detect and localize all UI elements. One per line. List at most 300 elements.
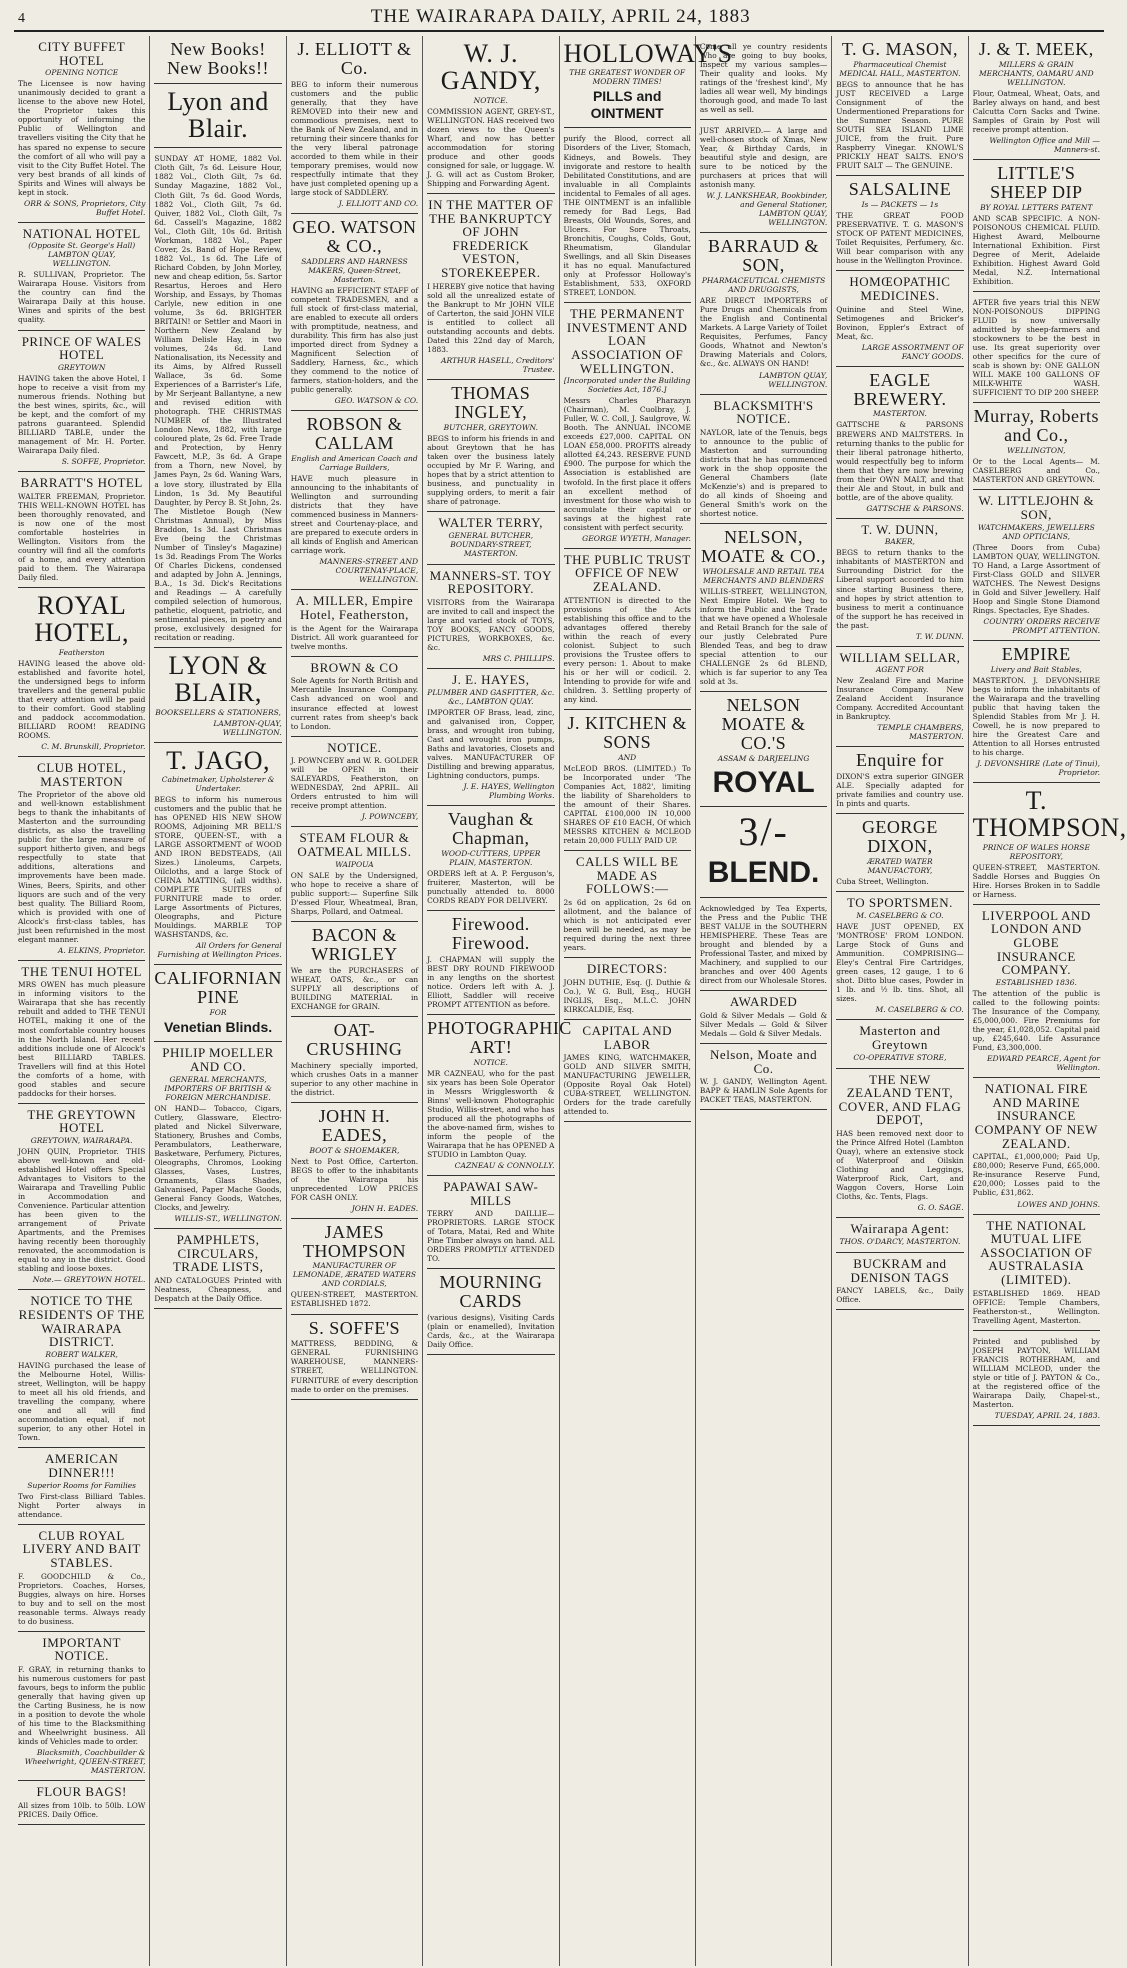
ad-heading: THE PERMANENT INVESTMENT AND LOAN ASSOCIATION OF WELLINGTON.	[566, 306, 688, 376]
ad-body: ON HAND— Tobacco, Cigars, Cutlery, Glassware, Electro-plated and Nickel Silverware, Stationery, Brushes and Combs, Perambulators, Leatherware, Basketware, Perfumery, Pictures, Oleographs, Chromos, Looking Glasses, Vases, Lustres, Ornaments, Glass Shades, Galvanised, Paper Mache Goods, General Fancy Goods, Watches, Clocks, and Jewelry.	[154, 1103, 282, 1212]
ad-body: ESTABLISHED 1869. HEAD OFFICE: Temple Chambers, Featherston-st., Wellington. Travelling Agent, Masterton.	[972, 1288, 1100, 1325]
ad-signature: Wellington Office and Mill — Manners-st.	[989, 136, 1100, 155]
ad-heading: JOHN H. EADES,	[318, 1105, 391, 1145]
ad-signature: S. SOFFE, Proprietor.	[61, 457, 146, 467]
masthead-spacer	[1096, 11, 1100, 27]
advertisement-notice	[291, 737, 418, 828]
ad-heading: WILLIAM SELLAR,	[839, 649, 961, 665]
ad-body: GATTSCHE & PARSONS BREWERS AND MALTSTERS. In returning thanks to the public for their liberal patronage hitherto, would respectfully beg to inform them that they are now brewing from their OWN MALT, and that their Ale and Stout, in bulk and bottle, are of the above quality.	[836, 420, 964, 502]
ad-signature: J. E. HAYES, Wellington Plumbing Works.	[463, 782, 555, 800]
advertisement-item-0	[700, 36, 827, 120]
ad-heading: THE NATIONAL MUTUAL LIFE ASSOCIATION OF AUSTRALASIA (LIMITED).	[980, 1217, 1093, 1288]
ad-signature: LAMBTON QUAY, WELLINGTON.	[759, 370, 828, 389]
ad-signature: GEORGE WYETH, Manager.	[582, 533, 691, 543]
ad-body: CAPITAL, £1,000,000; Paid Up, £80,000; Reserve Fund, £65,000. Re-insurance Reserve Fund, £20,000; Losses paid to the Public, £31,862.	[972, 1152, 1100, 1198]
advertisement-3	[700, 807, 827, 898]
ad-body: W. J. GANDY, Wellington Agent. BAPP & HAMLIN Sole Agents for PACKET TEAS, MASTERTON.	[699, 1077, 828, 1105]
ad-signature: J. ELLIOTT AND CO.	[338, 199, 419, 209]
ad-heading: ROBSON & CALLAM	[306, 414, 403, 454]
ad-heading: NELSON MOATE & CO.'S	[721, 695, 806, 753]
advertisement-nelson-moate-co-s	[700, 692, 827, 807]
advertisement-steam-flour-oatmeal-mills	[291, 827, 418, 921]
ad-body: Sole Agents for North British and Mercantile Insurance Company. Cash advanced on wool and insurance effected at lowest current rates from sheep's back to London.	[290, 676, 419, 731]
ad-body: The Licensee is now having unanimously decided to grant a license to the above new Hotel, the Proprietor takes this opportunity of informing the Public of Wellington and travellers visiting the City that he has spared no expense to secure the comfort of all who will pay a visit to the City Buffet Hotel. The very best brands of all kinds of Spirits and Wines will always be kept in stock.	[18, 79, 146, 197]
ad-heading: EAGLE BREWERY.	[853, 369, 947, 409]
ad-heading: PAMPHLETS, CIRCULARS, TRADE LISTS,	[172, 1231, 264, 1275]
advertisement-item-2	[154, 148, 281, 648]
ad-signature: LARGE ASSORTMENT OF FANCY GOODS.	[861, 342, 964, 361]
ad-subheading: THOS. O'DARCY, MASTERTON.	[839, 1236, 961, 1246]
ad-body: MATTRESS, BEDDING, & GENERAL FURNISHING WAREHOUSE, MANNERS-STREET, WELLINGTON. FURNITURE of every description made to order on the premises.	[290, 1339, 419, 1394]
ad-body: ON SALE by the Undersigned, who hope to receive a share of public support:— Superfine Silk D'essed Flour, Wheatmeal, Bran, Sharps, Pollard, and Oatmeal.	[290, 870, 419, 916]
advertisement-royal-hotel	[18, 588, 145, 757]
ad-body: WALTER FREEMAN, Proprietor. THIS WELL-KNOWN HOTEL has been thoroughly renovated, and is now one of the most comfortable hostelries in Wellington. Visitors from the country will find all the comforts of a home, and every attention paid to them. The Wairarapa Daily filed.	[18, 491, 146, 582]
advertisement-buckram-and-denison-tags	[836, 1253, 963, 1310]
ad-heading: LYON & BLAIR,	[168, 651, 268, 708]
ad-heading: NATIONAL FIRE AND MARINE INSURANCE COMPANY OF NEW ZEALAND.	[974, 1081, 1098, 1151]
ad-subheading: GENERAL BUTCHER, BOUNDARY-STREET, MASTERTON.	[448, 530, 534, 558]
advertisement-city-buffet-hotel	[18, 36, 145, 223]
ad-body: HAVING leased the above old-established and favorite hotel, the undersigned begs to inform travellers and the general public that every attention will be paid to their comfort. Good stabling and paddock accommodation. BILLIARD ROOM! READING ROOMS.	[18, 658, 146, 740]
ad-subheading: NOTICE.	[473, 95, 508, 105]
ad-subheading: THE GREATEST WONDER OF MODERN TIMES!	[569, 68, 686, 87]
advertisement-holloway-s	[563, 36, 733, 128]
advertisement-directors	[564, 958, 691, 1020]
ad-body: The attention of the public is called to the following points: The Insurance of the Company, £5,000,000. Fire Premiums for the year, £1,028,052. Capital paid up, £245,640. Life Assurance Fund, £3,300,000.	[972, 988, 1100, 1053]
ad-heading: T. JAGO,	[166, 745, 271, 775]
advertisement-j-elliott-co	[291, 36, 418, 214]
ad-body: Printed and published by JOSEPH PAYTON, WILLIAM FRANCIS ROTHERHAM, and WILLIAM MCLEOD, under the style or title of J. PAYTON & Co., at the registered office of the Wairarapa Daily, Chapel-st., Masterton.	[972, 1336, 1100, 1410]
advertisement-j-kitchen-sons	[564, 710, 691, 851]
ad-subheading: ÆRATED WATER MANUFACTORY,	[867, 857, 933, 876]
ad-body: BEGS to inform his numerous customers and the public that he has OPENED HIS NEW SHOW ROOMS, Adjoining MR BELL'S STORE, QUEEN-ST., with a LARGE ASSORTMENT of WOOD AND IRON BEDSTEADS, (All Sizes.) Linoleums, Carpets, Oilcloths, and a large Stock of CHINA MATTING, (all widths). COMPLETE SUITES of FURNITURE made to order. Large Assortments of Pictures, Oleographs, and Picture Mouldings. MARBLE TOP WASHSTANDS, &c.	[154, 794, 282, 940]
ad-heading: GEORGE DIXON,	[861, 817, 938, 857]
ad-heading: WALTER TERRY,	[438, 515, 544, 530]
ad-body: BLEND.	[707, 856, 820, 890]
ad-heading: Wairarapa Agent:	[850, 1221, 950, 1237]
advertisement-flour-bags	[18, 1781, 145, 1825]
ad-heading: CITY BUFFET HOTEL	[38, 39, 126, 68]
ad-heading: LIVERPOOL AND LONDON AND GLOBE INSURANCE COMPANY.	[981, 907, 1091, 978]
ad-body: (Three Doors from Cuba) LAMBTON QUAY, WELLINGTON. TO Hand, a Large Assortment of First-Class GOLD and SILVER WATCHES. The Newest Designs in Gold and Silver Jewellery. Half Hoop and Single Stone Diamond Rings. Spectacles, Eye Shades.	[972, 542, 1100, 615]
ad-signature: ORR & SONS, Proprietors, City Buffet Hotel.	[24, 198, 146, 217]
ad-heading: MANNERS-ST. TOY REPOSITORY.	[429, 567, 552, 597]
advertisement-national-hotel	[18, 223, 145, 331]
advertisement-j-t-meek	[973, 36, 1100, 160]
ad-body: 2s 6d on application, 2s 6d on allotment, and the balance of which is not anticipated ever been will be needed, as may be required during the next three years.	[563, 897, 691, 953]
ad-heading: CALLS WILL BE MADE AS FOLLOWS:—	[575, 854, 679, 897]
ad-heading: DIRECTORS:	[586, 961, 668, 977]
ad-heading: CLUB ROYAL LIVERY AND BAIT STABLES.	[22, 1527, 141, 1570]
advertisement-the-permanent-investment-and-loan-associ	[564, 303, 691, 549]
ad-body: J. CHAPMAN will supply the BEST DRY ROUND FIREWOOD in any lengths on the shortest notice. Orders left with A. J. Elliott, Saddler will receive PROMPT ATTENTION as before.	[427, 954, 555, 1009]
ad-heading: NOTICE.	[327, 739, 382, 755]
ad-signature: WILLIS-ST., WELLINGTON.	[174, 1213, 282, 1223]
ad-body: New Zealand Fire and Marine Insurance Company. New Zealand Accident Insurance Company. Accredited Accountant in Bankruptcy.	[836, 676, 964, 722]
advertisement-item-2	[973, 292, 1100, 403]
ad-signature: CAZNEAU & CONNOLLY.	[454, 1160, 555, 1170]
ad-body: MASTERTON. J. DEVONSHIRE begs to inform the inhabitants of the Wairarapa and the travelling public that having taken the Splendid Stables from Mr J. H. Cowell, he is now prepared to hire the Greatest Care and Attention to all Horses entrusted to his charge.	[972, 675, 1100, 757]
ad-body: HAVING an EFFICIENT STAFF of competent TRADESMEN, and a full stock of first-class material, are enabled to execute all orders with promptitude, neatness, and durability. This firm has also just imported direct from Sydney a Magnificent Selection of Saddlery, Harness, &c., which they commend to the notice of farmers, station-holders, and the public generally.	[290, 285, 419, 395]
ad-signature: J. DEVONSHIRE (Late of Tinui), Proprietor.	[976, 759, 1100, 777]
advertisement-in-the-matter-of-the-bankruptcy-of-john-	[427, 194, 554, 380]
ad-heading: Nelson, Moate and Co.	[710, 1047, 818, 1076]
ad-heading: JAMES THOMPSON	[302, 1221, 406, 1261]
ad-body: JUST ARRIVED.— A large and well-chosen stock of Xmas, New Year, & Birthday Cards, in beautiful style and design, are sure to be noticed by the purchasers at prices that will astonish many.	[699, 126, 828, 190]
column-7	[832, 36, 968, 1966]
ad-body: PILLS and OINTMENT	[590, 88, 664, 122]
advertisement-the-public-trust-office-of-new-zealand	[564, 549, 691, 710]
advertisement-to-sportsmen	[836, 892, 963, 1020]
advertisement-geo-watson-co	[291, 214, 418, 411]
ad-body: HAVE much pleasure in announcing to the inhabitants of Wellington and surrounding districts that they have commenced business in Manners-street and Courtenay-place, and are prepared to execute orders in all kinds of English and American carriage work.	[290, 474, 419, 556]
advertisement-the-greytown-hotel	[18, 1104, 145, 1291]
advertisement-nelson-moate-and-co	[700, 1044, 827, 1110]
advertisement-lyon-blair	[154, 648, 281, 743]
ad-subheading: BOOT & SHOEMAKER,	[309, 1145, 400, 1155]
advertisement-t-jago	[154, 743, 281, 966]
ad-subheading: GREYTOWN, WAIRARAPA.	[30, 1136, 133, 1146]
ad-body: McLEOD BROS. (LIMITED.) To be Incorporated under 'The Companies Act, 1882', limiting the liability of Shareholders to the amount of their Shares. CAPITAL £100,000 IN 10,000 SHARES OF £10 EACH, Of which MESSRS KITCHEN & MCLEOD retain 20,000 FULLY PAID UP.	[563, 763, 691, 846]
ad-heading: FLOUR BAGS!	[36, 1784, 127, 1800]
ad-body: JAMES KING, WATCHMAKER, GOLD AND SILVER SMITH, MANUFACTURING JEWELLER, (Opposite Royal Oak Hotel) CUBA-STREET, WELLINGTON. Orders for the trade carefully attended to.	[563, 1053, 691, 1117]
ad-body: J. POWNCEBY and W. R. GOLDER will be OPEN in their SALEYARDS, Featherston, on WEDNESDAY, 2nd APRIL. All Orders entrusted to him will receive prompt attention.	[290, 756, 419, 811]
ad-signature: M. CASELBERG & CO.	[875, 1005, 964, 1015]
advertisement-w-j-gandy	[427, 36, 554, 194]
advertisement-important-notice	[18, 1632, 145, 1782]
ad-heading: Firewood. Firewood.	[451, 913, 530, 953]
advertisement-item-1	[700, 120, 827, 233]
ad-heading: BUCKRAM and DENISON TAGS	[850, 1255, 950, 1285]
ad-heading: PHILIP MOELLER AND CO.	[162, 1045, 274, 1074]
ad-body: WILLIS-STREET, WELLINGTON, Next Empire Hotel. We beg to inform the Public and the Trade that we have opened a Wholesale and Retail Branch for the sale of our justly Celebrated Pure Blended Teas, and beg to draw special attention to our CHALLENGE 2s 6d BLEND, which is far superior to any Tea sold at 3s.	[699, 586, 828, 687]
ad-body: QUEEN-STREET, MASTERTON. ESTABLISHED 1872.	[290, 1290, 419, 1309]
advertisement-the-tenui-hotel	[18, 961, 145, 1104]
ad-signature: GATTSCHE & PARSONS.	[866, 503, 964, 513]
ad-body: Venetian Blinds.	[163, 1019, 273, 1036]
advertisement-hom-opathic-medicines	[836, 271, 963, 366]
advertisement-john-h-eades	[291, 1103, 418, 1219]
ad-heading: Vaughan & Chapman,	[447, 809, 534, 848]
advertisement-awarded	[700, 991, 827, 1044]
ad-subheading: GREYTOWN	[57, 362, 106, 372]
advertisement-pamphlets-circulars-trade-lists	[154, 1229, 281, 1309]
ad-heading: THE NEW ZEALAND TENT, COVER, AND FLAG DEPOT,	[838, 1071, 962, 1128]
ad-heading: EMPIRE	[1001, 643, 1071, 664]
masthead	[14, 6, 1104, 32]
ad-body: Two First-class Billiard Tables. Night Porter always in attendance.	[18, 1491, 146, 1519]
ad-signature: W. J. LANKSHEAR, Bookbinder, and General Stationer, LAMBTON QUAY, WELLINGTON.	[706, 191, 828, 228]
column-5	[560, 36, 733, 1966]
ad-heading: TO SPORTSMEN.	[846, 895, 953, 911]
ad-signature: COUNTRY ORDERS RECEIVE PROMPT ATTENTION.	[983, 616, 1100, 635]
advertisement-the-national-mutual-life-association-of-	[973, 1215, 1100, 1331]
ad-heading: W. LITTLEJOHN & SON,	[978, 493, 1095, 522]
ad-body: AFTER five years trial this NEW NON-POISONOUS DIPPING FLUID is now universally admitted by sheep-farmers and stockowners to be the best in use. Its great superiority over other specifics for the cure of scab is shown by: ONE GALLON WILL MAKE 100 GALLONS OF MILK-WHITE WASH. SUFFICIENT TO DIP 200 SHEEP.	[972, 298, 1100, 398]
ad-subheading: Is — PACKETS — 1s	[861, 200, 939, 210]
ad-body: Acknowledged by Tea Experts, the Press and the Public THE BEST VALUE in the SOUTHERN HEMISPHERE. These Teas are brought and blended by a Professional Taster, and mixed by Machinery, and supplied to our branches and over 400 Agents direct from our Wholesale Stores.	[699, 904, 828, 986]
ad-heading: HOMŒOPATHIC MEDICINES.	[849, 274, 951, 303]
ad-heading: CALIFORNIAN PINE	[154, 968, 282, 1008]
ad-body: ATTENTION is directed to the provisions of the Acts establishing this office and to the advantages offered thereby within the reach of every colonist. Subject to such provisions the Trustee offers to every person: 1. About to make his or her will or codicil. 2. Intending to provide for wife and children. 3. Settling property of any kind.	[563, 595, 691, 704]
advertisement-vaughan-chapman	[427, 806, 554, 911]
ad-heading: W. J. GANDY,	[440, 39, 541, 96]
ad-heading: IMPORTANT NOTICE.	[42, 1634, 121, 1664]
advertisement-philip-moeller-and-co	[154, 1042, 281, 1229]
advertisement-walter-terry	[427, 512, 554, 565]
ad-heading: THOMAS INGLEY,	[451, 382, 531, 422]
ad-body: Messrs Charles Pharazyn (Chairman), M. Cuolbray, J. Fuller, W. C. Coll, J. Saulgrove, W. Booth. The ANNUAL INCOME exceeds £27,000. CAPITAL ON LOAN £58,000. PROFITS already allotted £4,243. RESERVE FUND £900. The purpose for which the Association is established are twofold. In the first place it offers an excellent method of investment for those who wish to accumulate their capital or savings at the highest rate consistent with perfect security.	[563, 396, 691, 532]
ad-heading: BARRATT'S HOTEL	[20, 475, 143, 491]
advertisement-j-e-hayes	[427, 669, 554, 806]
ad-heading: IN THE MATTER OF THE BANKRUPTCY OF JOHN FREDERICK VESTON, STOREKEEPER.	[428, 196, 554, 281]
ad-subheading: MILLERS & GRAIN MERCHANTS, OAMARU AND WELLINGTON.	[978, 59, 1094, 87]
column-6	[696, 36, 832, 1966]
ad-heading: SALSALINE	[848, 179, 952, 200]
ad-subheading: ASSAM & DARJEELING	[717, 753, 810, 763]
ad-heading: BARRAUD & SON,	[708, 236, 820, 276]
ad-body: Next to Post Office, Carterton. BEGS to offer to the inhabitants of the Wairarapa his unprecedented LOW PRICES FOR CASH ONLY.	[290, 1156, 419, 1202]
ad-body: NAYLOR, late of the Tenuis, begs to announce to the public of Masterton and surrounding districts that he has commenced work in the shop opposite the General Chambers (late McKenzie's) and is prepared to do all kinds of Shoeing and General Smith's work on the shortest notice.	[699, 427, 828, 519]
ad-heading: MOURNING CARDS	[439, 1272, 543, 1312]
advertisement-notice-to-the-residents-of-the-wairarapa	[18, 1290, 145, 1448]
advertisement-robson-callam	[291, 411, 418, 590]
column-1	[14, 36, 150, 1966]
ad-heading: T. THOMPSON,	[972, 786, 1127, 843]
ad-heading: A. MILLER, Empire Hotel, Featherston,	[295, 593, 414, 623]
advertisement-w-littlejohn-son	[973, 490, 1100, 641]
ad-body: R. SULLIVAN, Proprietor. The Wairarapa House. Visitors from the country can find the Wairarapa Daily at this house. Wines and spirits of the best quality.	[18, 270, 146, 325]
advertisement-t-thompson	[972, 783, 1127, 905]
ad-subheading: FOR	[209, 1008, 227, 1018]
ad-body: BEG to inform their numerous customers and the public generally, that they have REMOVED into their new and commodious premises, next to the Bank of New Zealand, and in returning their sincere thanks for the very liberal patronage accorded to them while in their temporary premises, would now respectfully intimate that they have just completed opening up a large stock of SADDLERY.	[290, 79, 419, 198]
advertisement-californian-pine	[154, 965, 281, 1042]
ad-signature: Note.— GREYTOWN HOTEL.	[32, 1275, 146, 1285]
ad-heading: PAPAWAI SAW-MILLS	[443, 1178, 539, 1208]
ad-body: Quinine and Steel Wine, Setimogenes and Bricker's Bovinon, Eppler's Extract of Meat, &c.	[836, 304, 964, 341]
ad-signature: TUESDAY, APRIL 24, 1883.	[994, 1411, 1100, 1421]
ad-heading: CAPITAL AND LABOR	[582, 1022, 672, 1052]
ad-heading: 3/-	[738, 809, 789, 855]
ad-subheading: Pharmaceutical Chemist MEDICAL HALL, MASTERTON.	[839, 59, 961, 78]
ad-subheading: WELLINGTON,	[1007, 446, 1066, 456]
advertisement-lyon-and-blair	[154, 84, 281, 149]
ad-body: Or to the Local Agents— M. CASELBERG and Co., MASTERTON AND GREYTOWN.	[972, 457, 1100, 485]
ad-body: QUEEN-STREET, MASTERTON. Saddle Horses and Buggies On Hire. Horses Broken in to Saddle or Harness.	[972, 862, 1100, 899]
ad-body: MR CAZNEAU, who for the past six years has been Sole Operator in Messrs Wrigglesworth & Binns' well-known Photographic Studio, Willis-street, and who has produced all the photographs of the above-named firm, wishes to inform the people of the Wairarapa that he has OPENED A STUDIO in Lambton Quay.	[427, 1068, 555, 1159]
ad-body: AND CATALOGUES Printed with Neatness, Cheapness, and Despatch at the Daily Office.	[154, 1275, 282, 1303]
ad-signature: T. W. DUNN.	[915, 631, 964, 641]
ad-heading: BACON & WRIGLEY	[311, 924, 398, 964]
ad-body: I HEREBY give notice that having sold all the unrealized estate of the Bankrupt to Mr JOHN VILE of Carterton, the said JOHN VILE is entitled to collect all outstanding accounts and debts. Dated this 22nd day of March, 1883.	[427, 281, 555, 354]
ad-body: Machinery specially imported, which crushes Oats in a manner superior to any other machine in the district.	[290, 1060, 419, 1097]
advertisement-american-dinner	[18, 1448, 145, 1524]
ad-body: HAS been removed next door to the Prince Alfred Hotel (Lambton Quay), where an extensive stock of Waterproof and Oilskin Clothing and Leggings, Waterproof Rick, Cart, and Waggon Covers, Horse Loin Cloths, &c. Tents, Flags.	[836, 1129, 964, 1202]
advertisement-s-soffe-s	[291, 1315, 418, 1400]
ad-subheading: Featherston	[58, 647, 105, 657]
ad-signature: JOHN H. EADES.	[351, 1203, 419, 1213]
ad-subheading: WOOD-CUTTERS, UPPER PLAIN, MASTERTON.	[441, 848, 541, 867]
ad-signature: MRS C. PHILLIPS.	[482, 654, 555, 664]
ad-body: ORDERS left at A. P. Ferguson's, fruiterer, Masterton, will be punctually attended to. 8000 CORDS READY FOR DELIVERY.	[427, 868, 555, 905]
ad-subheading: WHOLESALE AND RETAIL TEA MERCHANTS AND BLENDERS	[702, 566, 825, 585]
advertisement-firewood-firewood	[427, 911, 554, 1015]
ad-heading: PHOTOGRAPHIC ART!	[427, 1017, 572, 1057]
ad-subheading: English and American Coach and Carriage Builders,	[291, 454, 418, 473]
advertisement-wairarapa-agent	[836, 1218, 963, 1253]
ad-body: BEGS to inform his friends in and about Greytown that he has taken over the business lately occupied by Mr F. Waring, and hopes that by a strict attention to business, and punctuality in supplying orders, to merit a fair share of patronage.	[427, 433, 555, 506]
advertisement-barraud-son	[700, 233, 827, 394]
advertisement-calls-will-be-made-as-follows	[564, 851, 691, 958]
ad-heading: BROWN & CO	[310, 659, 399, 675]
ad-body: HAVE JUST OPENED, EX 'MONTROSE' FROM LONDON. Large Stock of Guns and Ammunition. COMPRISING— Eley's Central Fire Cartridges, green cases, 12 gauge, 1 to 6 shot. Ditto blue cases, Powder in 1 lb. and ½ lb. tins. Shot, all sizes.	[836, 921, 964, 1004]
ad-subheading: GENERAL MERCHANTS, IMPORTERS OF BRITISH & FOREIGN MERCHANDISE.	[164, 1074, 272, 1102]
advertisement-club-royal-livery-and-bait-stables	[18, 1525, 145, 1632]
ad-body: ROYAL	[712, 765, 815, 799]
ad-subheading: NOTICE.	[473, 1057, 508, 1067]
advertisement-barratt-s-hotel	[18, 472, 145, 588]
advertisement-papawai-saw-mills	[427, 1176, 554, 1269]
ad-body: Flour, Oatmeal, Wheat, Oats, and Barley always on hand, and best Calcutta Corn Sacks and Twine. Samples of Grain by Post will receive prompt attention.	[972, 88, 1100, 135]
ad-subheading: ESTABLISHED 1836.	[995, 977, 1077, 987]
ad-body: TERRY AND DAILLIE—PROPRIETORS. LARGE STOCK of Totara, Matai, Red and White Pine Timber always on hand. ALL ORDERS PROMPTLY ATTENDED TO.	[427, 1209, 555, 1264]
ad-body: SUNDAY AT HOME, 1882 Vol. Cloth Gilt, 7s 6d. Leisure Hour, 1882 Vol., Cloth Gilt, 7s 6d. Sunday Magazine, 1882 Vol., Cloth Gilt, 7s 6d. Good Words, 1882 Vol., Cloth Gilt, 7s 6d. Quiver, 1882 Vol., Cloth Gilt, 7s 6d. Cassell's Magazine, 1882 Vol., Cloth Gilt, 10s 6d. British Workman, 1882 Vol., Paper Cover, 2s. Band of Hope Review, 1882 Vol., 1s 6d. The Life of Richard Cobden, by John Morley, new and cheap edition, 5s. Sartor Resartus, Heroes and Hero Worship, and Essays, by Thomas Carlyle, new edition in one volume, 3s 6d. BRIGHTER BRITAIN! or Settler and Maori in Northern New Zealand by William Delisle Hay, in two volumes, 24s 6d. Land Nationalisation, its Necessity and its Aims, by Alfred Russell Wallace, 3s 6d. Some Experiences of a Barrister's Life, by Mr Serjeant Ballantyne, a new and revised edition with photograph. THE CHRISTMAS NUMBER of the Illustrated London News, 1882, with large coloured plate, 2s 6d. Free Trade and Protection, by Henry Fawcett, M.P., 3s 6d. A Grape from a Thorn, new Novel, by James Payn, 2s 6d. Waning Wars, a love story, illustrated by Ella Lindon, 1s 3d. My Beautiful Daughter, by Percy B. St John, 2s. The Mistletoe Bough (New Christmas Annual), by Miss Braddon, 1s 3d. Last Christmas Eve (being the Christmas Number of Tinsley's Magazine) 1s 3d. Readings From The Works Of Charles Dickens, condensed and adapted by John A. Jennings, B.A., 1s 3d. Dick's Recitations and Readings — A carefully compiled selection of humorous, pathetic, eloquent, patriotic, and sentimental pieces, in poetry and prose, exclusively designed for recitation or reading.	[154, 154, 282, 643]
advertisement-william-sellar	[836, 647, 963, 748]
column-3	[287, 36, 423, 1966]
ad-heading: T. G. MASON,	[841, 39, 959, 59]
ad-heading: J. ELLIOTT & Co.	[297, 39, 412, 78]
ad-body: ARE DIRECT IMPORTERS of Pure Drugs and Chemicals from the English and Continental Markets. A Large Variety of Toilet Requisites, Perfumes, Fancy Goods, Whatnot and Newton's Drawing Materials and Colors, &c., &c. ALWAYS ON HAND!	[699, 296, 828, 369]
ad-body: BEGS to announce that he has JUST RECEIVED a Large Consignment of the Undermentioned Preparations for the Summer Season. PURE SOUTH SEA ISLAND LIME JUICE, from the fruit. Pure Raspberry Vinegar. KNOWL'S PRICKLY HEAT SALTS. ENO'S FRUIT SALT — The GENUINE.	[836, 79, 964, 171]
ad-subheading: BAKER,	[884, 537, 915, 547]
ad-subheading: ROBERT WALKER,	[45, 1350, 118, 1360]
ad-heading: J. KITCHEN & SONS	[567, 712, 687, 752]
ad-body: Come all ye country residents Who are going to buy books, Inspect my various samples— Their quality and looks. My ratings of the 'freshest kind', My ladies all wear well, My bindings thorough good, and made To last as well as sell.	[699, 42, 828, 115]
ad-subheading: WATCHMAKERS, JEWELLERS AND OPTICIANS,	[977, 522, 1095, 541]
ad-heading: NOTICE TO THE RESIDENTS OF THE WAIRARAPA DISTRICT.	[18, 1293, 145, 1350]
ad-heading: Murray, Roberts and Co.,	[973, 406, 1099, 446]
ad-signature: EDWARD PEARCE, Agent for Wellington.	[986, 1054, 1100, 1073]
advertisement-salsaline	[836, 176, 963, 271]
ad-signature: Blacksmith, Coachbuilder & Wheelwright, QUEEN-STREET, MASTERTON.	[24, 1748, 146, 1776]
ad-subheading: SADDLERS AND HARNESS MAKERS, Queen-Street, Masterton.	[301, 256, 408, 284]
advertisement-the-new-zealand-tent-cover-and-flag-depo	[836, 1069, 963, 1219]
ad-signature: TEMPLE CHAMBERS, MASTERTON.	[877, 723, 964, 742]
ad-signature: C. M. Brunskill, Proprietor.	[41, 741, 146, 751]
ad-heading: NATIONAL HOTEL	[22, 225, 141, 241]
ad-body: JOHN DUTHIE, Esq. (J. Duthie & Co.), W. G. Bull, Esq., HUGH INGLIS, Esq., M.L.C. JOHN KIRKCALDIE, Esq.	[563, 977, 691, 1014]
ad-heading: THE GREYTOWN HOTEL	[27, 1106, 137, 1136]
ad-heading: ROYAL HOTEL,	[34, 591, 130, 648]
page-number: 4	[18, 11, 25, 26]
ad-body: JOHN QUIN, Proprietor. THIS above well-known and old-established Hotel offers Special Advantages to Visitors to the Wairarapa and Travelling Public in Accommodation and Convenience. Particular attention has been given to the arrangement of Private Apartments, and the Premises having recently been thoroughly renovated, the accommodation is equal to any in the district. Good stabling and loose boxes.	[18, 1147, 146, 1274]
ad-heading: NELSON, MOATE & CO.,	[701, 527, 827, 566]
advertisement-enquire-for	[836, 747, 963, 814]
column-8	[969, 36, 1127, 1966]
ad-subheading: Superior Rooms for Families	[27, 1480, 137, 1490]
ad-heading: THE TENUI HOTEL	[21, 963, 142, 979]
ad-body: F. GOODCHILD & Co., Proprietors. Coaches, Horses, Buggies, always on hire. Horses to buy and to sell on the most reasonable terms. Always ready to do business.	[18, 1571, 146, 1626]
ad-body: We are the PURCHASERS of WHEAT, OATS, &c., or can SUPPLY all descriptions of BUILDING MATERIAL in EXCHANGE for GRAIN.	[290, 965, 419, 1011]
ad-body: is the Agent for the Wairarapa District. All work guaranteed for twelve months.	[290, 623, 419, 651]
ad-subheading: MANUFACTURER OF LEMONADE, ÆRATED WATERS AND CORDIALS,	[292, 1261, 417, 1289]
ad-subheading: AND	[618, 752, 637, 762]
ad-subheading: BY ROYAL LETTERS PATENT	[980, 202, 1093, 212]
ad-signature: LAMBTON-QUAY, WELLINGTON.	[213, 718, 282, 737]
ad-signature: GEO. WATSON & CO.	[334, 396, 419, 406]
ad-signature: MANNERS-STREET AND COURTENAY-PLACE, WELLINGTON.	[319, 557, 419, 585]
advertisement-thomas-ingley	[427, 380, 554, 512]
ad-signature: LOWES AND JOHNS.	[1017, 1199, 1100, 1209]
advertisement-james-thompson	[291, 1219, 418, 1315]
ad-heading: HOLLOWAY'S	[563, 39, 733, 68]
advertisement-george-dixon	[836, 814, 963, 892]
ad-heading: J. E. HAYES,	[452, 672, 530, 688]
ad-heading: S. SOFFE'S	[308, 1317, 401, 1338]
ad-heading: J. & T. MEEK,	[978, 39, 1094, 59]
ad-signature: G. O. SAGE.	[917, 1203, 964, 1213]
ad-heading: LITTLE'S SHEEP DIP	[990, 163, 1083, 202]
advertisement-nelson-moate-co	[700, 524, 827, 692]
ad-body: FANCY LABELS, &c., Daily Office.	[836, 1286, 964, 1305]
ad-body: BEGS to return thanks to the inhabitants of MASTERTON and Surrounding District for the Liberal support accorded to him since starting Business there, and hopes by strict attention to business to merit a continuance of the support he has received in the past.	[836, 548, 964, 630]
ad-subheading: PRINCE OF WALES HORSE REPOSITORY,	[982, 842, 1090, 861]
advertisement-national-fire-and-marine-insurance-compa	[973, 1078, 1100, 1214]
advertisement-new-books-new-books	[154, 36, 281, 84]
advertisement-blacksmith-s-notice	[700, 395, 827, 525]
advertisement-capital-and-labor	[564, 1020, 691, 1123]
ad-heading: Enquire for	[855, 750, 944, 771]
advertisement-item-7	[700, 898, 827, 991]
column-4	[423, 36, 572, 1966]
ad-subheading: OPENING NOTICE	[45, 68, 119, 78]
advertisement-item-10	[973, 1331, 1100, 1426]
ad-body: MRS OWEN has much pleasure in informing visitors to the Wairarapa that she has recently rebuilt and added to THE TENUI HOTEL, making it one of the most comfortable country houses in the North Island. Her recent additions include one of Alcock's best BILLIARD TABLES. Travellers will find at this Hotel the comforts of a home, with good stables and secure paddocks for their horses.	[18, 980, 146, 1098]
ad-body: Cuba Street, Wellington.	[836, 877, 929, 887]
ad-body: AND SCAB SPECIFIC. A NON-POISONOUS CHEMICAL FLUID. Highest Award, Melbourne International Exhibition. First Degree of Merit, Adelaide Exhibition. Highest Award Gold Medal, N.Z. International Exhibition.	[972, 213, 1100, 287]
advertisement-brown-co	[291, 657, 418, 737]
ad-body: THE GREAT FOOD PRESERVATIVE. T. G. MASON'S STOCK OF PATENT MEDICINES, Toilet Requisites, Perfumery, &c. Will bear comparison with any house in the Wellington Province.	[836, 211, 964, 266]
ad-body: HAVING purchased the lease of the Melbourne Hotel, Willis-street, Wellington, will be happy to meet all his old friends, and travelling the company, where one and all will find accommodation equal, if not superior, to any other Hotel in Town.	[18, 1361, 146, 1443]
ad-subheading: [Incorporated under the Building Societies Act, 1876.]	[563, 376, 691, 395]
advertisement-manners-st-toy-repository	[427, 565, 554, 669]
ad-subheading: BOOKSELLERS & STATIONERS,	[155, 707, 281, 717]
ad-heading: Masterton and Greytown	[859, 1023, 941, 1052]
advertisement-item-1	[564, 128, 691, 303]
advertisement-prince-of-wales-hotel	[18, 331, 145, 473]
ad-signature: ARTHUR HASELL, Creditors' Trustee.	[440, 355, 555, 374]
advertisement-photographic-art	[427, 1015, 572, 1176]
ad-body: purify the Blood, correct all Disorders of the Liver, Stomach, Kidneys, and Bowels. They invigorate and restore to health Debilitated Constitutions, and are invaluable in all Complaints incidental to Females of all ages. THE OINTMENT is an infallible remedy for Bad Legs, Bad Breasts, Old Wounds, Sores, and Ulcers. For Sore Throats, Bronchitis, Coughs, Colds, Gout, Rheumatism, Glandular Swellings, and all Skin Diseases it has no equal. Manufactured only at Professor Holloway's Establishment, 533, OXFORD STREET, LONDON.	[563, 134, 691, 297]
ad-signature: A. ELKINS, Proprietor.	[57, 945, 146, 955]
ad-subheading: AGENT FOR	[876, 665, 924, 675]
ad-subheading: BUTCHER, GREYTOWN.	[443, 422, 539, 432]
advertisement-empire	[973, 641, 1100, 783]
ad-heading: STEAM FLOUR & OATMEAL MILLS.	[297, 830, 412, 860]
ad-heading: T. W. DUNN,	[861, 521, 939, 537]
ad-subheading: PLUMBER AND GASFITTER, &c. &c., LAMBTON QUAY.	[427, 687, 555, 706]
ad-subheading: (Opposite St. George's Hall) LAMBTON QUAY, WELLINGTON.	[28, 241, 136, 269]
ad-body: F. GRAY, in returning thanks to his numerous customers for past favours, begs to inform the public generally that having given up the Carting Business, he is now in a position to devote the whole of his time to the Blacksmithing and Wheelwright business. All kinds of Vehicles made to order.	[18, 1665, 146, 1747]
ad-heading: OAT-CRUSHING	[306, 1019, 403, 1059]
advertisement-bacon-wrigley	[291, 922, 418, 1017]
ad-subheading: MASTERTON.	[873, 409, 927, 419]
ad-heading: CLUB HOTEL, MASTERTON	[37, 759, 127, 789]
advertisement-club-hotel-masterton	[18, 757, 145, 961]
ad-heading: AWARDED	[729, 994, 798, 1010]
ad-subheading: Livery and Bait Stables,	[990, 664, 1082, 674]
ad-subheading: WAIPOUA	[335, 859, 374, 869]
